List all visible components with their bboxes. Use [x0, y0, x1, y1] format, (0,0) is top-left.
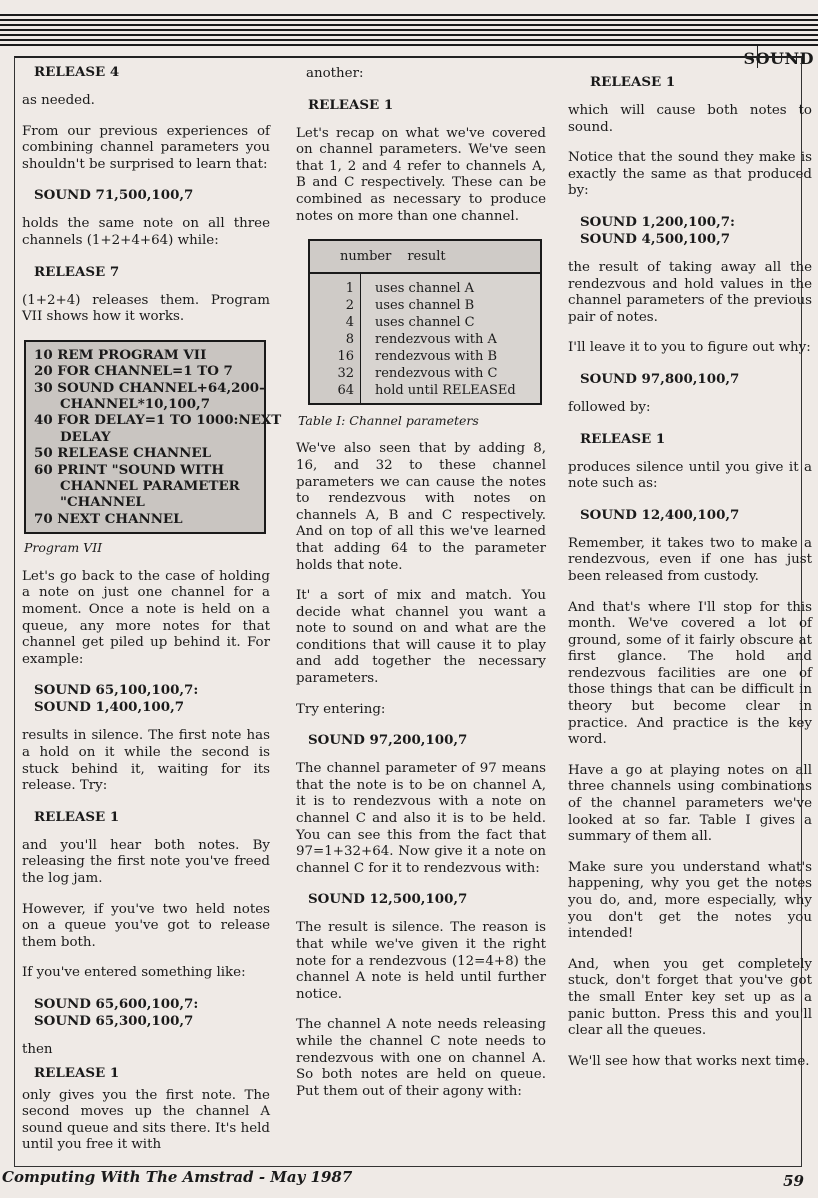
- table-cell-result: rendezvous with C: [375, 365, 498, 381]
- table-cell-number: 8: [345, 331, 354, 347]
- table-header-number: number: [340, 249, 392, 265]
- code-release-1: RELEASE 1: [580, 430, 666, 447]
- paragraph: It' a sort of mix and match. You decide what channel you want a note to sound on and what are the conditions that will cause it to play and add together the necessary parameters.: [296, 588, 546, 687]
- code-sound-12: SOUND 12,500,100,7: [308, 891, 468, 908]
- paragraph: which will cause both notes to sound.: [568, 103, 812, 135]
- code-sound-97: SOUND 97,200,100,7: [308, 732, 468, 749]
- paragraph: and you'll hear both notes. By releasing the first note you've freed the log jam.: [22, 837, 270, 886]
- code-sound-65-300: SOUND 65,300,100,7: [34, 1012, 194, 1029]
- table-cell-result: uses channel C: [375, 314, 475, 330]
- paragraph: then: [22, 1041, 53, 1057]
- paragraph: I'll leave it to you to figure out why:: [568, 340, 811, 356]
- code-sound-65-600: SOUND 65,600,100,7:: [34, 995, 199, 1012]
- table-body: [310, 274, 540, 403]
- table-number-column: [310, 274, 361, 403]
- paragraph: (1+2+4) releases them. Program VII shows how it works.: [22, 292, 270, 325]
- program-line: "CHANNEL: [60, 494, 145, 511]
- program-caption: Program VII: [24, 540, 103, 556]
- program-line: 50 RELEASE CHANNEL: [34, 445, 211, 462]
- code-release-1: RELEASE 1: [590, 74, 676, 90]
- paragraph: Make sure you understand what's happening, why you get the notes you do, and, more especially, why you don't get the notes you intended!: [568, 859, 812, 942]
- code-sound-1: SOUND 1,400,100,7: [34, 699, 185, 716]
- paragraph: We'll see how that works next time.: [568, 1053, 810, 1069]
- code-sound-97: SOUND 97,800,100,7: [580, 370, 740, 387]
- column-3: [568, 74, 812, 1084]
- paragraph: Let's recap on what we've covered on channel parameters. We've seen that 1, 2 and 4 refer to channels A, B and C respectively. These can be combined as necessary to produce notes on more than one channel.: [296, 125, 546, 224]
- code-sound-12: SOUND 12,400,100,7: [580, 506, 740, 523]
- paragraph: results in silence. The first note has a hold on it while the second is stuck behind it, waiting for its release. Try:: [22, 728, 270, 794]
- table-cell-number: 1: [345, 280, 354, 296]
- program-line: 20 FOR CHANNEL=1 TO 7: [34, 363, 233, 380]
- table-header: [310, 241, 540, 274]
- program-line: DELAY: [60, 428, 111, 445]
- column-2: [296, 66, 546, 1114]
- paragraph: If you've entered something like:: [22, 965, 246, 981]
- table-cell-number: 2: [345, 297, 354, 313]
- paragraph: From our previous experiences of combining channel parameters you shouldn't be surprised to learn that:: [22, 123, 270, 172]
- paragraph: The result is silence. The reason is that while we've given it the right note for a rendezvous (12=4+8) the channel A note is held until further notice.: [296, 920, 546, 1002]
- column-1: [22, 64, 282, 1168]
- program-line: 70 NEXT CHANNEL: [34, 510, 183, 527]
- paragraph: The channel parameter of 97 means that the note is to be on channel A, it is to rendezvous with a note on channel C and also it is to be held. You can see this from the fact that 97=1+32+64. Now give it a note on channel C for it to rendezvous with:: [296, 761, 546, 876]
- program-line: 10 REM PROGRAM VII: [34, 346, 207, 363]
- program-line: 60 PRINT "SOUND WITH: [34, 461, 225, 478]
- program-line: 40 FOR DELAY=1 TO 1000:NEXT: [34, 412, 282, 429]
- table-cell-result: uses channel A: [375, 280, 475, 296]
- header-rule: [0, 14, 818, 48]
- paragraph: The channel A note needs releasing while the channel C note needs to rendezvous with one on channel A. So both notes are held on queue. Put them out of their agony with:: [296, 1017, 546, 1099]
- paragraph: And that's where I'll stop for this month. We've covered a lot of ground, some of it fairly obscure at first glance. The hold and rendezvous facilities are one of those things that can be difficult in theory but become clear in practice. And practice is the key word.: [568, 599, 812, 748]
- page-number: 59: [783, 1172, 804, 1190]
- code-release-4: RELEASE 4: [34, 64, 120, 80]
- paragraph: followed by:: [568, 399, 651, 415]
- paragraph: Have a go at playing notes on all three channels using combinations of the channel parameters we've looked at so far. Table I gives a summary of them all.: [568, 762, 812, 845]
- program-line: CHANNEL*10,100,7: [60, 395, 211, 412]
- table-cell-number: 64: [337, 382, 354, 398]
- program-line: 30 SOUND CHANNEL+64,200-: [34, 379, 265, 396]
- channel-parameters-table: [308, 239, 542, 405]
- table-header-result: result: [407, 249, 446, 265]
- paragraph: produces silence until you give it a note such as:: [568, 459, 812, 492]
- paragraph: Remember, it takes two to make a rendezvous, even if one has just been released from custody.: [568, 535, 812, 584]
- code-release-1: RELEASE 1: [308, 96, 394, 113]
- publication-footer: Computing With The Amstrad - May 1987: [2, 1168, 353, 1186]
- table-cell-number: 16: [337, 348, 354, 364]
- code-release-7: RELEASE 7: [34, 263, 120, 280]
- code-sound-1: SOUND 1,200,100,7:: [580, 213, 735, 230]
- table-cell-number: 32: [337, 365, 354, 381]
- paragraph: holds the same note on all three channels (1+2+4+64) while:: [22, 216, 270, 248]
- paragraph: as needed.: [22, 93, 95, 108]
- table-cell-number: 4: [345, 314, 354, 330]
- table-cell-result: rendezvous with B: [375, 348, 498, 364]
- table-cell-result: rendezvous with A: [375, 331, 497, 347]
- program-line: CHANNEL PARAMETER: [60, 478, 240, 494]
- table-cell-result: hold until RELEASEd: [375, 382, 516, 398]
- code-sound-71: SOUND 71,500,100,7: [34, 187, 194, 204]
- paragraph: Let's go back to the case of holding a note on just one channel for a moment. Once a note is held on a queue, any more notes for that channel get piled up behind it. For example:: [22, 568, 270, 667]
- code-sound-4: SOUND 4,500,100,7: [580, 230, 731, 247]
- paragraph: Notice that the sound they make is exactly the same as that produced by:: [568, 150, 812, 199]
- paragraph: Try entering:: [296, 701, 386, 717]
- program-listing: [24, 340, 282, 534]
- table-cell-result: uses channel B: [375, 297, 475, 313]
- section-label: SOUND: [743, 49, 814, 68]
- code-release-1: RELEASE 1: [34, 808, 120, 825]
- paragraph: And, when you get completely stuck, don't forget that you've got the small Enter key set up as a panic button. Press this and you'll clear all the queues.: [568, 956, 812, 1039]
- paragraph: the result of taking away all the rendezvous and hold values in the channel parameters of the previous pair of notes.: [568, 259, 812, 325]
- paragraph: We've also seen that by adding 8, 16, and 32 to these channel parameters we can cause the notes to rendezvous with notes on channels A, B and C respectively. And on top of all this we've learned that adding 64 to the parameter holds that note.: [296, 441, 546, 573]
- paragraph: another:: [306, 66, 364, 81]
- paragraph: However, if you've two held notes on a queue you've got to release them both.: [22, 901, 270, 950]
- code-sound-65: SOUND 65,100,100,7:: [34, 682, 199, 699]
- table-caption: Table I: Channel parameters: [298, 412, 479, 428]
- code-release-1: RELEASE 1: [34, 1064, 120, 1081]
- table-result-column: [361, 274, 516, 403]
- paragraph: only gives you the first note. The second moves up the channel A sound queue and sits there. It's held until you free it with: [22, 1087, 270, 1153]
